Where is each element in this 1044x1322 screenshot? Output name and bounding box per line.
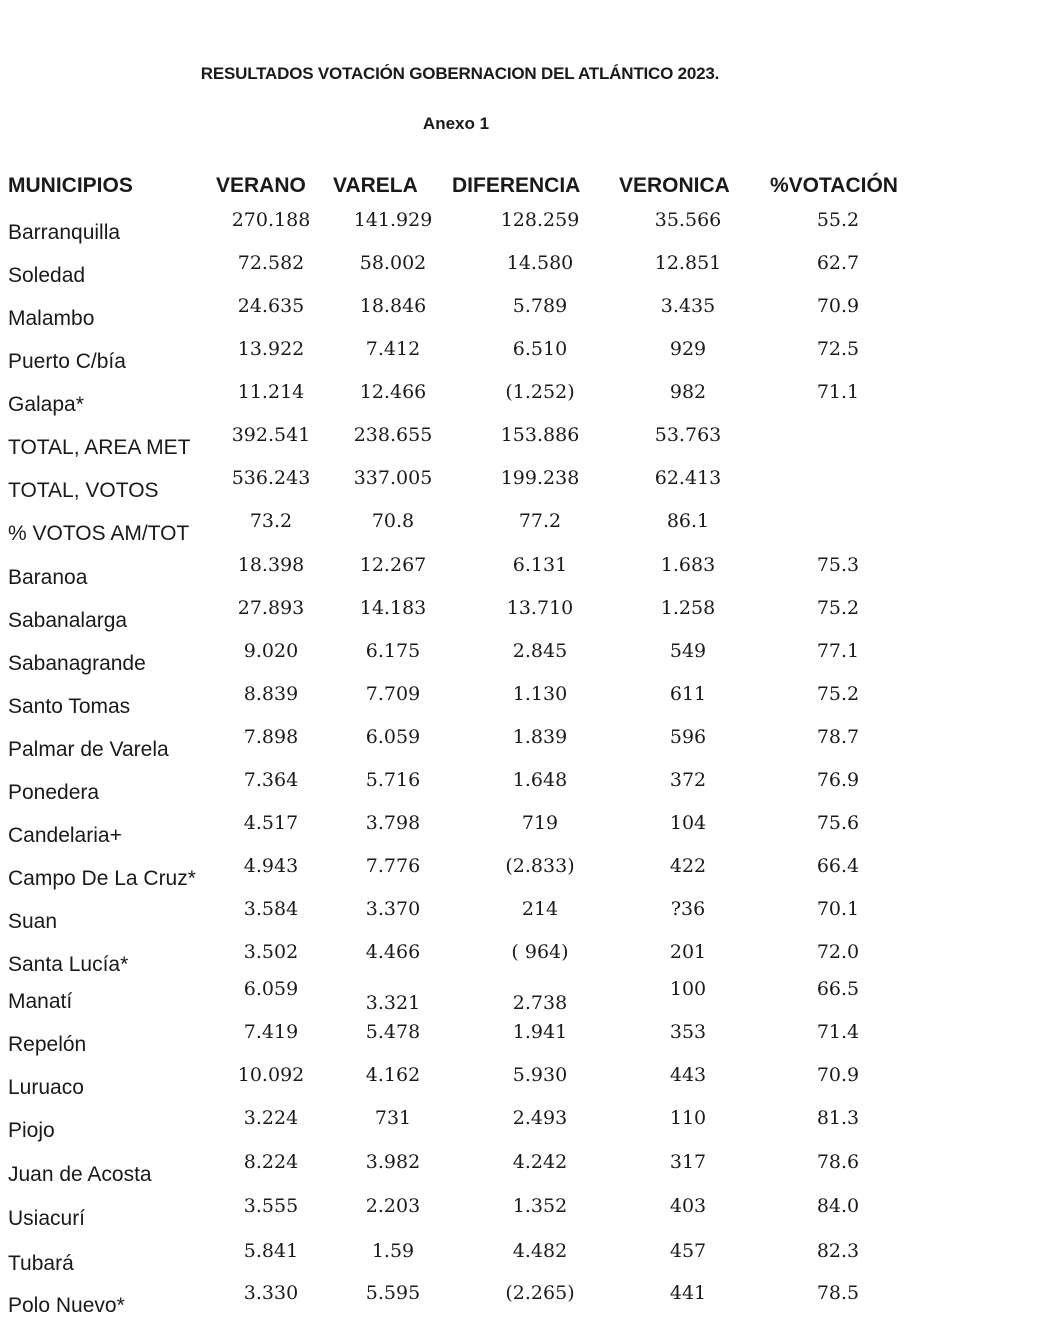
cell-verano: 7.419 bbox=[243, 1021, 299, 1043]
cell-municipio: % VOTOS AM/TOT bbox=[8, 522, 190, 545]
cell-diferencia: 719 bbox=[521, 812, 559, 834]
cell-varela: 12.267 bbox=[359, 554, 427, 576]
cell-municipio: Ponedera bbox=[8, 781, 100, 804]
table-row bbox=[0, 1240, 1044, 1280]
cell-veronica: 611 bbox=[669, 683, 707, 705]
cell-diferencia: 2.845 bbox=[512, 640, 568, 662]
cell-diferencia: 5.930 bbox=[512, 1064, 568, 1086]
cell-diferencia: (2.833) bbox=[505, 855, 575, 877]
table-row bbox=[0, 554, 1044, 594]
cell-veronica: 201 bbox=[669, 941, 707, 963]
cell-verano: 536.243 bbox=[231, 467, 311, 489]
cell-diferencia: ( 964) bbox=[511, 941, 569, 963]
cell-veronica: 317 bbox=[669, 1151, 707, 1173]
table-row bbox=[0, 941, 1044, 981]
table-row bbox=[0, 1195, 1044, 1235]
cell-votacion: 70.1 bbox=[816, 898, 860, 920]
cell-municipio: Galapa* bbox=[8, 393, 84, 416]
cell-varela: 5.716 bbox=[365, 769, 421, 791]
cell-varela: 238.655 bbox=[353, 424, 433, 446]
cell-municipio: Luruaco bbox=[8, 1076, 84, 1099]
cell-diferencia: (2.265) bbox=[505, 1282, 575, 1304]
header-verano: VERANO bbox=[216, 174, 306, 197]
cell-diferencia: 1.648 bbox=[512, 769, 568, 791]
cell-varela: 1.59 bbox=[371, 1240, 415, 1262]
cell-diferencia: 199.238 bbox=[500, 467, 580, 489]
cell-diferencia: 13.710 bbox=[506, 597, 574, 619]
cell-varela: 3.798 bbox=[365, 812, 421, 834]
cell-votacion: 75.6 bbox=[816, 812, 860, 834]
cell-varela: 70.8 bbox=[371, 510, 415, 532]
cell-varela: 141.929 bbox=[353, 209, 433, 231]
table-row bbox=[0, 683, 1044, 723]
cell-varela: 5.478 bbox=[365, 1021, 421, 1043]
cell-veronica: 53.763 bbox=[654, 424, 722, 446]
header-varela: VARELA bbox=[333, 174, 418, 197]
cell-varela: 3.370 bbox=[365, 898, 421, 920]
cell-verano: 3.555 bbox=[243, 1195, 299, 1217]
cell-verano: 3.502 bbox=[243, 941, 299, 963]
cell-veronica: 422 bbox=[669, 855, 707, 877]
cell-votacion: 66.4 bbox=[816, 855, 860, 877]
cell-votacion: 78.5 bbox=[816, 1282, 860, 1304]
cell-diferencia: 128.259 bbox=[500, 209, 580, 231]
cell-diferencia: 1.941 bbox=[512, 1021, 568, 1043]
cell-diferencia: 214 bbox=[521, 898, 559, 920]
table-row bbox=[0, 640, 1044, 680]
header-votacion: %VOTACIÓN bbox=[770, 174, 898, 197]
cell-veronica: 100 bbox=[669, 978, 707, 1000]
table-row bbox=[0, 209, 1044, 249]
table-row bbox=[0, 338, 1044, 378]
cell-varela: 7.412 bbox=[365, 338, 421, 360]
document-subtitle: Anexo 1 bbox=[422, 114, 490, 133]
cell-varela: 14.183 bbox=[359, 597, 427, 619]
cell-varela: 2.203 bbox=[365, 1195, 421, 1217]
table-row bbox=[0, 1064, 1044, 1104]
cell-veronica: 441 bbox=[669, 1282, 707, 1304]
cell-verano: 7.898 bbox=[243, 726, 299, 748]
table-row bbox=[0, 769, 1044, 809]
cell-veronica: 457 bbox=[669, 1240, 707, 1262]
cell-votacion: 72.0 bbox=[816, 941, 860, 963]
cell-votacion: 70.9 bbox=[816, 1064, 860, 1086]
cell-diferencia: 1.839 bbox=[512, 726, 568, 748]
cell-diferencia: 14.580 bbox=[506, 252, 574, 274]
header-municipios: MUNICIPIOS bbox=[8, 174, 133, 197]
cell-varela: 3.982 bbox=[365, 1151, 421, 1173]
cell-votacion: 55.2 bbox=[816, 209, 860, 231]
cell-municipio: Suan bbox=[8, 910, 58, 933]
cell-verano: 392.541 bbox=[231, 424, 311, 446]
cell-varela: 58.002 bbox=[359, 252, 427, 274]
cell-veronica: 549 bbox=[669, 640, 707, 662]
cell-municipio: Puerto C/bía bbox=[8, 350, 126, 373]
cell-veronica: 353 bbox=[669, 1021, 707, 1043]
cell-diferencia: 6.131 bbox=[512, 554, 568, 576]
cell-verano: 18.398 bbox=[237, 554, 305, 576]
cell-varela: 12.466 bbox=[359, 381, 427, 403]
cell-verano: 3.224 bbox=[243, 1107, 299, 1129]
cell-verano: 7.364 bbox=[243, 769, 299, 791]
cell-diferencia: 77.2 bbox=[518, 510, 562, 532]
cell-votacion: 62.7 bbox=[816, 252, 860, 274]
cell-municipio: Tubará bbox=[8, 1252, 74, 1275]
cell-votacion: 84.0 bbox=[816, 1195, 860, 1217]
cell-veronica: 35.566 bbox=[654, 209, 722, 231]
cell-votacion: 71.1 bbox=[816, 381, 860, 403]
cell-varela: 6.059 bbox=[365, 726, 421, 748]
cell-veronica: 443 bbox=[669, 1064, 707, 1086]
table-row bbox=[0, 978, 1044, 1018]
cell-votacion: 78.7 bbox=[816, 726, 860, 748]
cell-municipio: Manatí bbox=[8, 990, 73, 1013]
cell-verano: 13.922 bbox=[237, 338, 305, 360]
cell-diferencia: 5.789 bbox=[512, 295, 568, 317]
table-row bbox=[0, 295, 1044, 335]
cell-veronica: 372 bbox=[669, 769, 707, 791]
cell-votacion: 71.4 bbox=[816, 1021, 860, 1043]
cell-municipio: Usiacurí bbox=[8, 1207, 86, 1230]
table-row bbox=[0, 424, 1044, 464]
cell-municipio: Sabanalarga bbox=[8, 609, 128, 632]
cell-votacion: 76.9 bbox=[816, 769, 860, 791]
cell-municipio: Sabanagrande bbox=[8, 652, 146, 675]
cell-votacion: 82.3 bbox=[816, 1240, 860, 1262]
cell-diferencia: 2.738 bbox=[512, 992, 568, 1014]
table-row bbox=[0, 252, 1044, 292]
cell-votacion: 78.6 bbox=[816, 1151, 860, 1173]
cell-varela: 7.776 bbox=[365, 855, 421, 877]
cell-municipio: Polo Nuevo* bbox=[8, 1294, 125, 1317]
cell-municipio: Santo Tomas bbox=[8, 695, 131, 718]
table-row bbox=[0, 1107, 1044, 1147]
cell-municipio: Barranquilla bbox=[8, 221, 121, 244]
cell-verano: 270.188 bbox=[231, 209, 311, 231]
cell-varela: 5.595 bbox=[365, 1282, 421, 1304]
cell-varela: 7.709 bbox=[365, 683, 421, 705]
cell-verano: 3.330 bbox=[243, 1282, 299, 1304]
cell-verano: 3.584 bbox=[243, 898, 299, 920]
cell-veronica: 104 bbox=[669, 812, 707, 834]
cell-verano: 4.517 bbox=[243, 812, 299, 834]
cell-verano: 24.635 bbox=[237, 295, 305, 317]
cell-veronica: 1.258 bbox=[660, 597, 716, 619]
table-row bbox=[0, 726, 1044, 766]
cell-diferencia: 2.493 bbox=[512, 1107, 568, 1129]
cell-diferencia: 6.510 bbox=[512, 338, 568, 360]
cell-votacion: 77.1 bbox=[816, 640, 860, 662]
cell-veronica: 403 bbox=[669, 1195, 707, 1217]
table-row bbox=[0, 381, 1044, 421]
cell-votacion: 70.9 bbox=[816, 295, 860, 317]
cell-votacion: 66.5 bbox=[816, 978, 860, 1000]
cell-verano: 9.020 bbox=[243, 640, 299, 662]
table-row bbox=[0, 898, 1044, 938]
cell-veronica: 86.1 bbox=[666, 510, 710, 532]
cell-varela: 3.321 bbox=[365, 992, 421, 1014]
cell-verano: 72.582 bbox=[237, 252, 305, 274]
cell-municipio: Malambo bbox=[8, 307, 95, 330]
cell-varela: 18.846 bbox=[359, 295, 427, 317]
table-row bbox=[0, 597, 1044, 637]
cell-verano: 5.841 bbox=[243, 1240, 299, 1262]
cell-verano: 10.092 bbox=[237, 1064, 305, 1086]
cell-veronica: 929 bbox=[669, 338, 707, 360]
table-row bbox=[0, 812, 1044, 852]
table-row bbox=[0, 1151, 1044, 1191]
cell-veronica: ?36 bbox=[670, 898, 706, 920]
cell-veronica: 110 bbox=[669, 1107, 707, 1129]
cell-verano: 4.943 bbox=[243, 855, 299, 877]
cell-varela: 4.466 bbox=[365, 941, 421, 963]
cell-diferencia: 4.242 bbox=[512, 1151, 568, 1173]
cell-municipio: Candelaria+ bbox=[8, 824, 122, 847]
table-row bbox=[0, 467, 1044, 507]
table-row bbox=[0, 1021, 1044, 1061]
document-title: RESULTADOS VOTACIÓN GOBERNACION DEL ATLÁNTICO 2023. bbox=[200, 64, 720, 83]
cell-municipio: Soledad bbox=[8, 264, 86, 287]
cell-diferencia: 4.482 bbox=[512, 1240, 568, 1262]
cell-diferencia: 1.352 bbox=[512, 1195, 568, 1217]
cell-veronica: 982 bbox=[669, 381, 707, 403]
cell-municipio: Santa Lucía* bbox=[8, 953, 129, 976]
cell-verano: 8.224 bbox=[243, 1151, 299, 1173]
cell-municipio: Campo De La Cruz* bbox=[8, 867, 196, 890]
cell-verano: 11.214 bbox=[237, 381, 305, 403]
cell-diferencia: 153.886 bbox=[500, 424, 580, 446]
cell-veronica: 596 bbox=[669, 726, 707, 748]
cell-veronica: 3.435 bbox=[660, 295, 716, 317]
cell-varela: 6.175 bbox=[365, 640, 421, 662]
header-veronica: VERONICA bbox=[619, 174, 730, 197]
cell-veronica: 62.413 bbox=[654, 467, 722, 489]
cell-veronica: 12.851 bbox=[654, 252, 722, 274]
cell-verano: 8.839 bbox=[243, 683, 299, 705]
cell-diferencia: 1.130 bbox=[512, 683, 568, 705]
cell-municipio: TOTAL, AREA MET bbox=[8, 436, 191, 459]
cell-votacion: 72.5 bbox=[816, 338, 860, 360]
cell-varela: 337.005 bbox=[353, 467, 433, 489]
cell-votacion: 81.3 bbox=[816, 1107, 860, 1129]
header-diferencia: DIFERENCIA bbox=[452, 174, 581, 197]
table-row bbox=[0, 1282, 1044, 1322]
cell-municipio: Piojo bbox=[8, 1119, 55, 1142]
table-row bbox=[0, 855, 1044, 895]
cell-verano: 6.059 bbox=[243, 978, 299, 1000]
cell-diferencia: (1.252) bbox=[505, 381, 575, 403]
cell-municipio: TOTAL, VOTOS bbox=[8, 479, 159, 502]
cell-votacion: 75.2 bbox=[816, 597, 860, 619]
cell-votacion: 75.2 bbox=[816, 683, 860, 705]
cell-municipio: Baranoa bbox=[8, 566, 88, 589]
cell-municipio: Repelón bbox=[8, 1033, 87, 1056]
cell-verano: 73.2 bbox=[249, 510, 293, 532]
cell-varela: 731 bbox=[374, 1107, 412, 1129]
cell-votacion: 75.3 bbox=[816, 554, 860, 576]
cell-veronica: 1.683 bbox=[660, 554, 716, 576]
table-row bbox=[0, 510, 1044, 550]
cell-municipio: Juan de Acosta bbox=[8, 1163, 152, 1186]
cell-varela: 4.162 bbox=[365, 1064, 421, 1086]
cell-municipio: Palmar de Varela bbox=[8, 738, 169, 761]
cell-verano: 27.893 bbox=[237, 597, 305, 619]
